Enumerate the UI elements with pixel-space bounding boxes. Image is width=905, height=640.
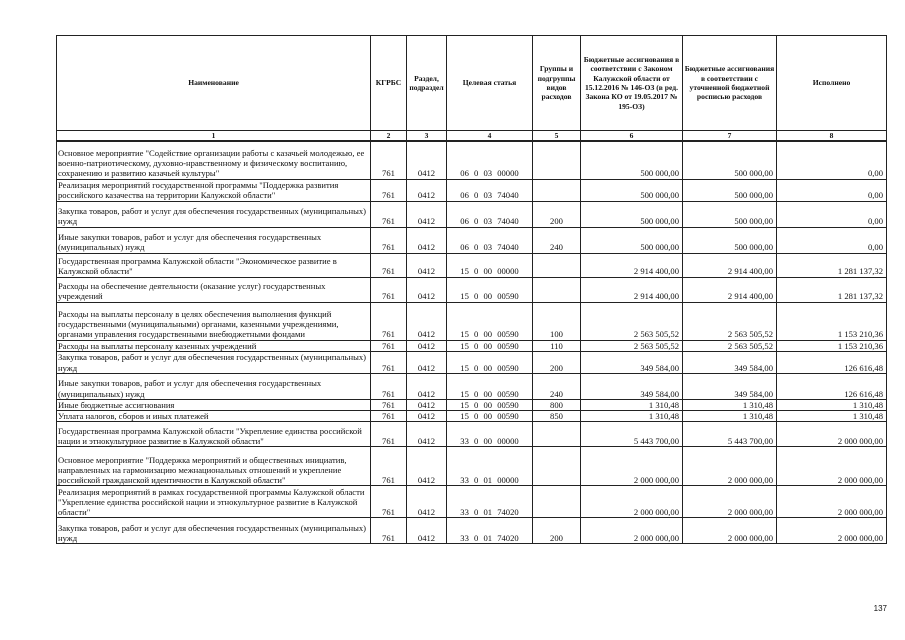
row-section: 0412 — [407, 227, 447, 253]
row-group: 240 — [533, 373, 581, 399]
col-number: 6 — [581, 131, 683, 142]
row-section: 0412 — [407, 351, 447, 373]
row-budget-refined: 2 563 505,52 — [683, 302, 777, 340]
row-group — [533, 179, 581, 201]
header-name: Наименование — [57, 36, 371, 131]
table-row — [57, 373, 887, 399]
table-row — [57, 410, 887, 421]
row-kgrbs: 761 — [371, 351, 407, 373]
row-section: 0412 — [407, 179, 447, 201]
row-budget-law: 2 000 000,00 — [581, 486, 683, 518]
row-budget-law: 500 000,00 — [581, 179, 683, 201]
row-target: 15 0 00 00590 — [447, 399, 533, 410]
row-budget-refined: 2 914 400,00 — [683, 277, 777, 302]
row-target: 06 0 03 74040 — [447, 179, 533, 201]
row-budget-refined: 500 000,00 — [683, 141, 777, 179]
col-number: 7 — [683, 131, 777, 142]
row-target: 15 0 00 00590 — [447, 302, 533, 340]
row-group: 240 — [533, 227, 581, 253]
row-name: Основное мероприятие "Содействие организации работы с казачьей молодежью, ее военно-патриотическому, духовно-нравственному и физическому воспитанию, сохранению и развитию казачьей культуры" — [57, 141, 371, 179]
row-executed: 1 153 210,36 — [777, 302, 887, 340]
row-executed: 0,00 — [777, 227, 887, 253]
budget-table — [56, 35, 887, 544]
row-name: Иные закупки товаров, работ и услуг для обеспечения государственных (муниципальных) нужд — [57, 227, 371, 253]
table-row — [57, 179, 887, 201]
row-kgrbs: 761 — [371, 373, 407, 399]
row-budget-refined: 5 443 700,00 — [683, 422, 777, 447]
row-target: 15 0 00 00590 — [447, 277, 533, 302]
table-row — [57, 141, 887, 179]
row-budget-law: 500 000,00 — [581, 201, 683, 227]
column-number-row — [57, 131, 887, 142]
row-executed: 0,00 — [777, 179, 887, 201]
row-target: 06 0 03 00000 — [447, 141, 533, 179]
row-section: 0412 — [407, 340, 447, 351]
row-budget-refined: 2 000 000,00 — [683, 486, 777, 518]
row-executed: 2 000 000,00 — [777, 518, 887, 544]
row-budget-refined: 500 000,00 — [683, 227, 777, 253]
header-target: Целевая статья — [447, 36, 533, 131]
row-name: Реализация мероприятий в рамках государственной программы Калужской области "Укрепление единства российской нации и этнокультурное развитие в Калужской области" — [57, 486, 371, 518]
table-row — [57, 253, 887, 277]
row-kgrbs: 761 — [371, 179, 407, 201]
header-section: Раздел, подраздел — [407, 36, 447, 131]
row-target: 33 0 00 00000 — [447, 422, 533, 447]
header-executed: Исполнено — [777, 36, 887, 131]
table-row — [57, 302, 887, 340]
table-row — [57, 399, 887, 410]
row-executed: 2 000 000,00 — [777, 422, 887, 447]
row-kgrbs: 761 — [371, 340, 407, 351]
col-number: 3 — [407, 131, 447, 142]
table-body — [57, 141, 887, 544]
row-group — [533, 253, 581, 277]
row-budget-refined: 1 310,48 — [683, 410, 777, 421]
row-budget-law: 349 584,00 — [581, 351, 683, 373]
row-budget-law: 500 000,00 — [581, 141, 683, 179]
row-kgrbs: 761 — [371, 410, 407, 421]
row-budget-refined: 500 000,00 — [683, 201, 777, 227]
row-group: 100 — [533, 302, 581, 340]
row-executed: 126 616,48 — [777, 351, 887, 373]
row-budget-refined: 2 914 400,00 — [683, 253, 777, 277]
row-section: 0412 — [407, 302, 447, 340]
row-target: 33 0 01 00000 — [447, 447, 533, 486]
row-budget-refined: 1 310,48 — [683, 399, 777, 410]
row-kgrbs: 761 — [371, 399, 407, 410]
row-target: 15 0 00 00590 — [447, 373, 533, 399]
row-target: 33 0 01 74020 — [447, 486, 533, 518]
row-kgrbs: 761 — [371, 422, 407, 447]
row-name: Расходы на обеспечение деятельности (оказание услуг) государственных учреждений — [57, 277, 371, 302]
row-budget-refined: 349 584,00 — [683, 351, 777, 373]
row-group — [533, 141, 581, 179]
row-executed: 0,00 — [777, 141, 887, 179]
row-kgrbs: 761 — [371, 486, 407, 518]
col-number: 1 — [57, 131, 371, 142]
table-row — [57, 201, 887, 227]
row-target: 15 0 00 00590 — [447, 340, 533, 351]
col-number: 2 — [371, 131, 407, 142]
row-budget-refined: 2 000 000,00 — [683, 447, 777, 486]
table-row — [57, 227, 887, 253]
row-executed: 1 281 137,32 — [777, 253, 887, 277]
row-group — [533, 447, 581, 486]
row-kgrbs: 761 — [371, 447, 407, 486]
row-budget-law: 500 000,00 — [581, 227, 683, 253]
row-group: 200 — [533, 518, 581, 544]
row-budget-law: 349 584,00 — [581, 373, 683, 399]
row-section: 0412 — [407, 518, 447, 544]
row-group: 800 — [533, 399, 581, 410]
row-group — [533, 486, 581, 518]
row-kgrbs: 761 — [371, 253, 407, 277]
row-target: 06 0 03 74040 — [447, 201, 533, 227]
row-executed: 1 153 210,36 — [777, 340, 887, 351]
row-executed: 1 281 137,32 — [777, 277, 887, 302]
row-section: 0412 — [407, 486, 447, 518]
row-kgrbs: 761 — [371, 518, 407, 544]
row-executed: 1 310,48 — [777, 410, 887, 421]
row-name: Расходы на выплаты персоналу в целях обеспечения выполнения функций государственными (муниципальными) органами, казенными учреждениями, органами управления государственными внебюджетными фондами — [57, 302, 371, 340]
row-budget-refined: 349 584,00 — [683, 373, 777, 399]
row-budget-law: 2 914 400,00 — [581, 253, 683, 277]
row-name: Основное мероприятие "Поддержка мероприятий и общественных инициатив, направленных на гармонизацию межнациональных отношений и укрепление российской гражданской идентичности в Калужской области" — [57, 447, 371, 486]
table-row — [57, 447, 887, 486]
table-row — [57, 518, 887, 544]
row-group — [533, 277, 581, 302]
row-section: 0412 — [407, 410, 447, 421]
header-kgrbs: КГРБС — [371, 36, 407, 131]
row-kgrbs: 761 — [371, 227, 407, 253]
row-budget-law: 2 000 000,00 — [581, 447, 683, 486]
row-group: 110 — [533, 340, 581, 351]
row-section: 0412 — [407, 141, 447, 179]
row-budget-refined: 2 563 505,52 — [683, 340, 777, 351]
row-budget-law: 1 310,48 — [581, 399, 683, 410]
col-number: 5 — [533, 131, 581, 142]
header-groups: Группы и подгруппы видов расходов — [533, 36, 581, 131]
row-name: Государственная программа Калужской области "Экономическое развитие в Калужской области" — [57, 253, 371, 277]
col-number: 8 — [777, 131, 887, 142]
row-group: 200 — [533, 201, 581, 227]
page-number: 137 — [873, 604, 887, 613]
row-kgrbs: 761 — [371, 302, 407, 340]
table-header-row — [57, 36, 887, 131]
row-target: 15 0 00 00590 — [447, 410, 533, 421]
row-section: 0412 — [407, 253, 447, 277]
table-row — [57, 422, 887, 447]
row-budget-law: 1 310,48 — [581, 410, 683, 421]
row-name: Расходы на выплаты персоналу казенных учреждений — [57, 340, 371, 351]
row-section: 0412 — [407, 422, 447, 447]
row-kgrbs: 761 — [371, 277, 407, 302]
row-executed: 2 000 000,00 — [777, 447, 887, 486]
row-executed: 0,00 — [777, 201, 887, 227]
row-executed: 2 000 000,00 — [777, 486, 887, 518]
row-name: Закупка товаров, работ и услуг для обеспечения государственных (муниципальных) нужд — [57, 518, 371, 544]
table-row — [57, 277, 887, 302]
row-budget-law: 2 563 505,52 — [581, 302, 683, 340]
row-group: 200 — [533, 351, 581, 373]
row-budget-law: 2 563 505,52 — [581, 340, 683, 351]
row-target: 15 0 00 00000 — [447, 253, 533, 277]
row-budget-law: 5 443 700,00 — [581, 422, 683, 447]
row-section: 0412 — [407, 277, 447, 302]
row-budget-law: 2 000 000,00 — [581, 518, 683, 544]
header-budget-law: Бюджетные ассигнования в соответствии с Законом Калужской области от 15.12.2016 № 146-ОЗ (в ред. Закона КО от 19.05.2017 № 195-ОЗ) — [581, 36, 683, 131]
row-target: 33 0 01 74020 — [447, 518, 533, 544]
row-budget-refined: 500 000,00 — [683, 179, 777, 201]
table-row — [57, 351, 887, 373]
row-section: 0412 — [407, 201, 447, 227]
table-row — [57, 340, 887, 351]
row-target: 06 0 03 74040 — [447, 227, 533, 253]
row-executed: 1 310,48 — [777, 399, 887, 410]
row-name: Иные закупки товаров, работ и услуг для обеспечения государственных (муниципальных) нужд — [57, 373, 371, 399]
row-name: Закупка товаров, работ и услуг для обеспечения государственных (муниципальных) нужд — [57, 351, 371, 373]
row-name: Реализация мероприятий государственной программы "Поддержка развития российского казачества на территории Калужской области" — [57, 179, 371, 201]
row-group — [533, 422, 581, 447]
header-budget-refined: Бюджетные ассигнования в соответствии с уточненной бюджетной росписью расходов — [683, 36, 777, 131]
row-kgrbs: 761 — [371, 201, 407, 227]
row-name: Иные бюджетные ассигнования — [57, 399, 371, 410]
row-name: Закупка товаров, работ и услуг для обеспечения государственных (муниципальных) нужд — [57, 201, 371, 227]
row-budget-law: 2 914 400,00 — [581, 277, 683, 302]
row-executed: 126 616,48 — [777, 373, 887, 399]
row-kgrbs: 761 — [371, 141, 407, 179]
row-section: 0412 — [407, 447, 447, 486]
row-section: 0412 — [407, 399, 447, 410]
row-target: 15 0 00 00590 — [447, 351, 533, 373]
row-section: 0412 — [407, 373, 447, 399]
row-name: Уплата налогов, сборов и иных платежей — [57, 410, 371, 421]
col-number: 4 — [447, 131, 533, 142]
row-group: 850 — [533, 410, 581, 421]
table-row — [57, 486, 887, 518]
row-name: Государственная программа Калужской области "Укрепление единства российской нации и этнокультурное развитие в Калужской области" — [57, 422, 371, 447]
row-budget-refined: 2 000 000,00 — [683, 518, 777, 544]
